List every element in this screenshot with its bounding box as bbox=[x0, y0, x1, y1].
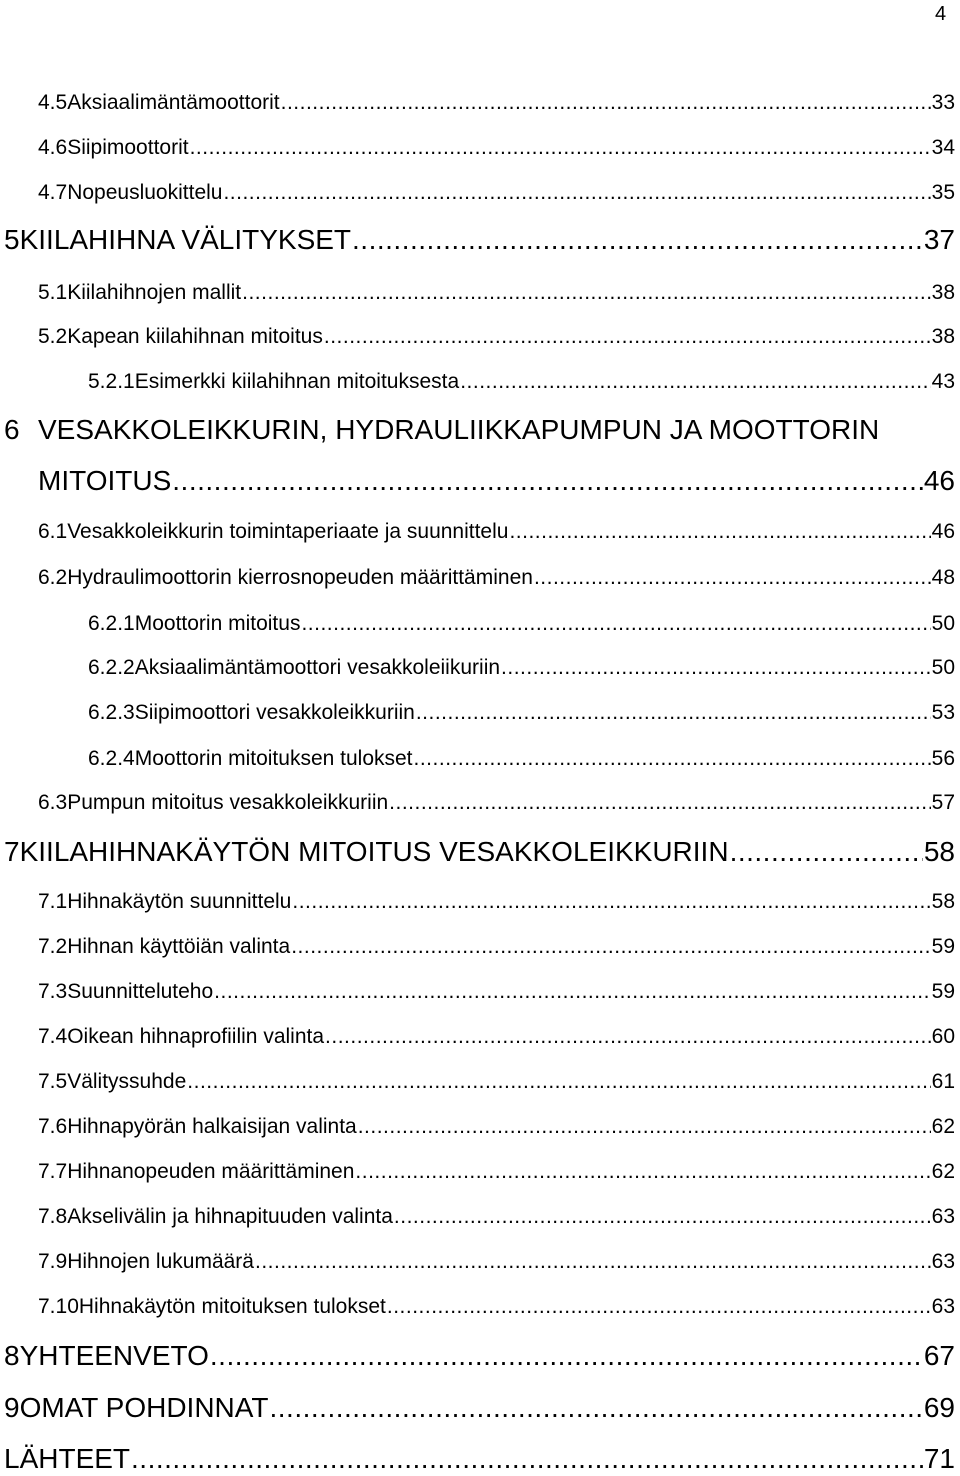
dot-leader bbox=[387, 1294, 931, 1320]
toc-entry-title: Vesakkoleikkurin toimintaperiaate ja suunnittelu bbox=[67, 520, 509, 543]
toc-entry-number: 5.2 bbox=[38, 325, 68, 348]
toc-entry-page: 50 bbox=[931, 656, 955, 679]
dot-leader bbox=[509, 519, 930, 545]
toc-entry-page: 59 bbox=[931, 935, 955, 958]
dot-leader bbox=[325, 1024, 931, 1050]
dot-leader bbox=[358, 1114, 931, 1140]
toc-entry-title: Hihnan käyttöiän valinta bbox=[67, 935, 291, 958]
toc-entry-title: Aksiaalimäntämoottorit bbox=[67, 91, 280, 114]
toc-entry-page: 69 bbox=[923, 1392, 955, 1423]
toc-entry-page: 71 bbox=[923, 1443, 955, 1474]
dot-leader bbox=[301, 611, 930, 637]
toc-entry-title-continued: MITOITUS bbox=[38, 465, 172, 496]
dot-leader bbox=[131, 1442, 923, 1476]
toc-entry-number: 7 bbox=[4, 836, 20, 867]
toc-entry-title: Hihnakäytön mitoituksen tulokset bbox=[78, 1295, 386, 1318]
toc-entry-number: 6.2.1 bbox=[88, 612, 135, 635]
toc-entry[interactable] bbox=[4, 1391, 955, 1425]
dot-leader bbox=[501, 655, 931, 681]
toc-entry[interactable] bbox=[4, 1442, 955, 1476]
toc-entry-page: 50 bbox=[931, 612, 955, 635]
dot-leader bbox=[242, 280, 931, 306]
dot-leader bbox=[214, 979, 930, 1005]
toc-entry-title: Kiilahihnojen mallit bbox=[67, 281, 242, 304]
toc-entry[interactable] bbox=[38, 1249, 955, 1275]
toc-entry-page: 35 bbox=[931, 181, 955, 204]
toc-entry[interactable] bbox=[38, 1159, 955, 1185]
toc-entry-number: 7.1 bbox=[38, 890, 68, 913]
toc-entry-title: Suunnitteluteho bbox=[67, 980, 214, 1003]
dot-leader bbox=[324, 324, 931, 350]
toc-entry[interactable] bbox=[38, 979, 955, 1005]
toc-entry-page: 67 bbox=[923, 1340, 955, 1371]
toc-entry-title: Hydraulimoottorin kierrosnopeuden määrittäminen bbox=[67, 566, 533, 589]
toc-entry-number: 7.3 bbox=[38, 980, 68, 1003]
toc-entry-number: 6.2.4 bbox=[88, 747, 135, 770]
toc-entry-page: 63 bbox=[931, 1295, 955, 1318]
toc-entry-title: Kapean kiilahihnan mitoitus bbox=[67, 325, 323, 348]
toc-entry-page: 48 bbox=[931, 566, 955, 589]
toc-entry-number: 6.3 bbox=[38, 791, 68, 814]
toc-entry[interactable] bbox=[38, 280, 955, 306]
toc-entry[interactable] bbox=[88, 611, 955, 637]
toc-entry-page: 62 bbox=[931, 1160, 955, 1183]
toc-entry[interactable] bbox=[38, 1114, 955, 1140]
toc-entry[interactable] bbox=[88, 700, 955, 726]
toc-entry-page: 38 bbox=[931, 325, 955, 348]
page-number: 4 bbox=[935, 3, 947, 25]
toc-entry[interactable] bbox=[38, 464, 955, 498]
toc-entry-number: 6.2.2 bbox=[88, 656, 135, 679]
toc-entry-page: 46 bbox=[931, 520, 955, 543]
toc-entry-title: Pumpun mitoitus vesakkoleikkuriin bbox=[67, 791, 389, 814]
toc-entry-number: 6 bbox=[4, 414, 20, 445]
toc-entry-number: 5.1 bbox=[38, 281, 68, 304]
dot-leader bbox=[292, 889, 930, 915]
toc-entry-number: 4.7 bbox=[38, 181, 68, 204]
toc-entry-number: 4.6 bbox=[38, 136, 68, 159]
toc-entry-title: Oikean hihnaprofiilin valinta bbox=[67, 1025, 325, 1048]
toc-entry-number: 8 bbox=[4, 1340, 20, 1371]
toc-entry[interactable] bbox=[38, 135, 955, 161]
toc-entry-title: Siipimoottorit bbox=[67, 136, 189, 159]
toc-entry-number: 7.5 bbox=[38, 1070, 68, 1093]
toc-entry-page: 56 bbox=[931, 747, 955, 770]
toc-entry[interactable] bbox=[38, 1069, 955, 1095]
dot-leader bbox=[210, 1339, 923, 1373]
toc-entry-page: 46 bbox=[923, 465, 955, 496]
toc-entry-title: LÄHTEET bbox=[4, 1443, 131, 1474]
dot-leader bbox=[255, 1249, 931, 1275]
toc-entry-title: OMAT POHDINNAT bbox=[19, 1392, 269, 1423]
toc-entry-title: Moottorin mitoitus bbox=[134, 612, 301, 635]
toc-entry-title: Välityssuhde bbox=[67, 1070, 187, 1093]
toc-entry-title: VESAKKOLEIKKURIN, HYDRAULIIKKAPUMPUN JA MOOTTORIN bbox=[38, 414, 880, 445]
toc-entry[interactable] bbox=[38, 324, 955, 350]
toc-entry[interactable] bbox=[4, 835, 955, 869]
toc-entry[interactable] bbox=[38, 889, 955, 915]
toc-entry[interactable] bbox=[38, 180, 955, 206]
toc-entry-title: Aksiaalimäntämoottori vesakkoleiikuriin bbox=[134, 656, 501, 679]
toc-entry[interactable] bbox=[38, 934, 955, 960]
dot-leader bbox=[416, 700, 931, 726]
dot-leader bbox=[190, 135, 931, 161]
toc-entry-title: YHTEENVETO bbox=[19, 1340, 209, 1371]
toc-entry[interactable] bbox=[38, 90, 955, 116]
toc-entry[interactable] bbox=[4, 223, 955, 257]
toc-entry-number: 6.2 bbox=[38, 566, 68, 589]
dot-leader bbox=[355, 1159, 930, 1185]
toc-entry[interactable] bbox=[38, 519, 955, 545]
toc-entry[interactable] bbox=[88, 746, 955, 772]
dot-leader bbox=[352, 223, 923, 257]
toc-entry-page: 60 bbox=[931, 1025, 955, 1048]
toc-entry[interactable] bbox=[38, 1024, 955, 1050]
dot-leader bbox=[291, 934, 930, 960]
toc-entry-page: 63 bbox=[931, 1205, 955, 1228]
toc-entry-title: Hihnanopeuden määrittäminen bbox=[67, 1160, 355, 1183]
toc-entry-number: 6.1 bbox=[38, 520, 68, 543]
toc-entry-number: 7.8 bbox=[38, 1205, 68, 1228]
toc-entry-page: 57 bbox=[931, 791, 955, 814]
toc-entry[interactable] bbox=[38, 1294, 955, 1320]
dot-leader bbox=[389, 790, 930, 816]
toc-entry-number: 7.10 bbox=[38, 1295, 79, 1318]
dot-leader bbox=[187, 1069, 930, 1095]
toc-entry[interactable] bbox=[4, 1339, 955, 1373]
toc-entry-title: Hihnakäytön suunnittelu bbox=[67, 890, 292, 913]
toc-entry-page: 43 bbox=[931, 370, 955, 393]
dot-leader bbox=[281, 90, 931, 116]
toc-entry-number: 9 bbox=[4, 1392, 20, 1423]
toc-entry-number: 4.5 bbox=[38, 91, 68, 114]
toc-entry-title: Hihnojen lukumäärä bbox=[67, 1250, 254, 1273]
dot-leader bbox=[172, 464, 923, 498]
toc-entry[interactable] bbox=[38, 565, 955, 591]
toc-entry[interactable] bbox=[88, 369, 955, 395]
toc-entry-title: Esimerkki kiilahihnan mitoituksesta bbox=[134, 370, 460, 393]
dot-leader bbox=[534, 565, 931, 591]
toc-entry-number: 7.6 bbox=[38, 1115, 68, 1138]
toc-entry-page: 37 bbox=[923, 224, 955, 255]
toc-entry-page: 61 bbox=[931, 1070, 955, 1093]
toc-entry-page: 34 bbox=[931, 136, 955, 159]
toc-entry-page: 38 bbox=[931, 281, 955, 304]
toc-entry-chapter-first-line[interactable] bbox=[4, 413, 879, 447]
toc-entry-title: KIILAHIHNA VÄLITYKSET bbox=[19, 224, 352, 255]
toc-entry-number: 7.2 bbox=[38, 935, 68, 958]
toc-entry-number: 5 bbox=[4, 224, 20, 255]
dot-leader bbox=[394, 1204, 931, 1230]
toc-entry-title: Moottorin mitoituksen tulokset bbox=[134, 747, 413, 770]
toc-entry-title: Akselivälin ja hihnapituuden valinta bbox=[67, 1205, 393, 1228]
toc-entry[interactable] bbox=[38, 790, 955, 816]
toc-entry-page: 58 bbox=[931, 890, 955, 913]
toc-entry-page: 58 bbox=[923, 836, 955, 867]
toc-entry-number: 5.2.1 bbox=[88, 370, 135, 393]
dot-leader bbox=[730, 835, 923, 869]
toc-entry-number: 7.9 bbox=[38, 1250, 68, 1273]
dot-leader bbox=[269, 1391, 922, 1425]
toc-entry-page: 53 bbox=[931, 701, 955, 724]
toc-entry-title: KIILAHIHNAKÄYTÖN MITOITUS VESAKKOLEIKKURIIN bbox=[19, 836, 729, 867]
toc-entry-number: 6.2.3 bbox=[88, 701, 135, 724]
toc-entry-number: 7.4 bbox=[38, 1025, 68, 1048]
toc-entry-title: Siipimoottori vesakkoleikkuriin bbox=[134, 701, 415, 724]
toc-entry[interactable] bbox=[88, 655, 955, 681]
dot-leader bbox=[414, 746, 931, 772]
toc-entry-page: 33 bbox=[931, 91, 955, 114]
toc-entry-title: Hihnapyörän halkaisijan valinta bbox=[67, 1115, 357, 1138]
dot-leader bbox=[223, 180, 930, 206]
toc-entry-page: 59 bbox=[931, 980, 955, 1003]
toc-entry-page: 62 bbox=[931, 1115, 955, 1138]
dot-leader bbox=[460, 369, 930, 395]
toc-entry[interactable] bbox=[38, 1204, 955, 1230]
toc-entry-title: Nopeusluokittelu bbox=[67, 181, 223, 204]
toc-entry-number: 7.7 bbox=[38, 1160, 68, 1183]
toc-entry-page: 63 bbox=[931, 1250, 955, 1273]
